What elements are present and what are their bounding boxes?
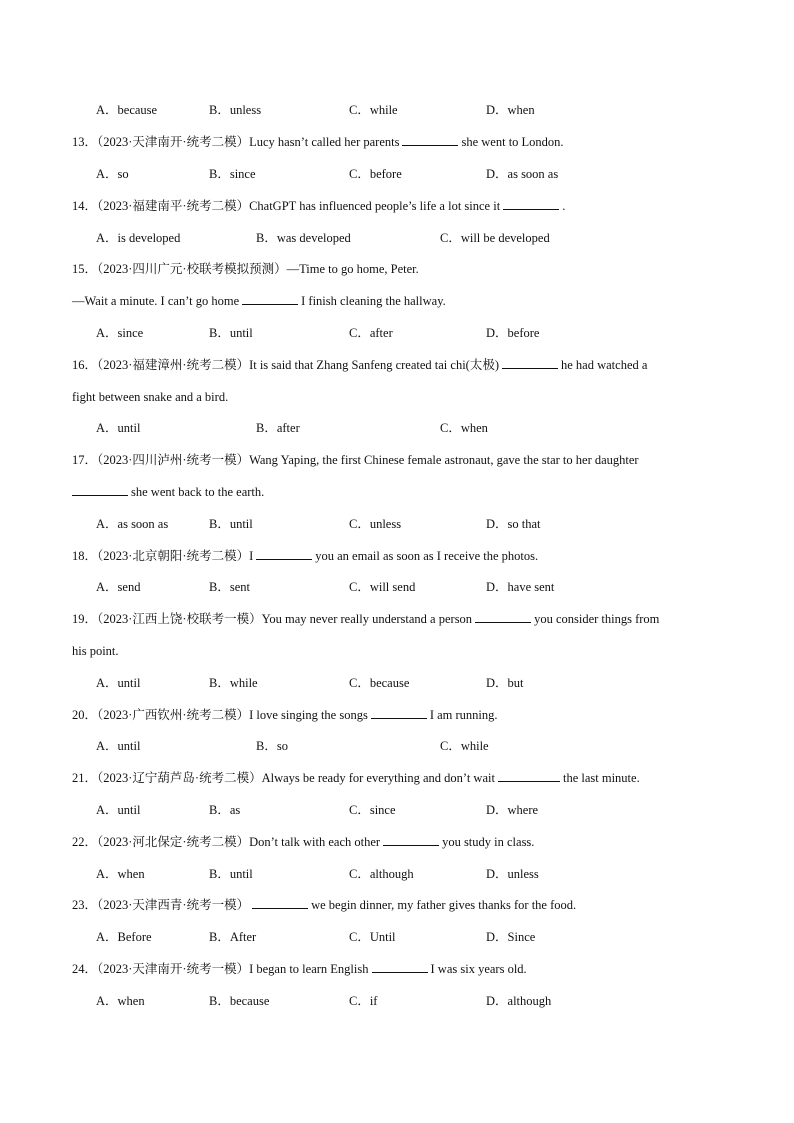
question-stem: [72, 609, 659, 629]
stem-text-after: she went back to the earth.: [131, 485, 265, 499]
option-c: C．before: [349, 167, 402, 181]
question-16: [0, 355, 794, 375]
stem-text-after: you study in class.: [442, 835, 535, 849]
option-a: A．because: [96, 103, 158, 117]
question-14: [0, 196, 794, 216]
stem-text-after: he had watched a: [561, 358, 648, 372]
option-b: B．because: [209, 994, 270, 1008]
option-d: D．Since: [486, 930, 536, 944]
stem-text-after: we begin dinner, my father gives thanks for the food.: [311, 898, 577, 912]
question-18: [0, 546, 794, 566]
stem-text-after: you an email as soon as I receive the photos.: [315, 549, 539, 563]
option-b: B．until: [209, 326, 253, 340]
question-22: [0, 832, 794, 852]
stem-text-after: .: [562, 199, 566, 213]
option-a: A．since: [96, 326, 144, 340]
option-c: C．because: [349, 676, 410, 690]
question-15: [0, 259, 794, 279]
option-c: C．while: [440, 739, 489, 753]
answer-blank: [252, 897, 308, 909]
option-d: D．but: [486, 676, 524, 690]
options-row: [0, 228, 794, 248]
answer-blank: [475, 611, 531, 623]
answer-blank: [242, 293, 298, 305]
question-stem: 17．（2023·四川泸州·统考一模）Wang Yaping, the first Chinese female astronaut, gave the star to her daughter: [72, 453, 639, 467]
question-17-line2: [0, 482, 794, 502]
options-row: [0, 800, 794, 820]
question-stem: [72, 895, 576, 915]
option-b: B．since: [209, 167, 256, 181]
stem-text: 14．（2023·福建南平·统考二模）ChatGPT has influenced people’s life a lot since it: [72, 199, 501, 213]
question-stem: [72, 546, 538, 566]
question-13: [0, 132, 794, 152]
option-d: D．before: [486, 326, 540, 340]
option-c: C．after: [349, 326, 393, 340]
option-b: B．until: [209, 867, 253, 881]
option-c: C．unless: [349, 517, 402, 531]
option-a: A．when: [96, 994, 145, 1008]
options-row: [0, 736, 794, 756]
options-row: [0, 864, 794, 884]
option-c: C．since: [349, 803, 396, 817]
options-row: [0, 164, 794, 184]
question-stem: [72, 291, 446, 311]
question-stem: [72, 355, 647, 375]
answer-blank: [371, 707, 427, 719]
option-c: C．will be developed: [440, 231, 550, 245]
answer-blank: [383, 834, 439, 846]
options-row: [0, 514, 794, 534]
option-d: D．although: [486, 994, 552, 1008]
question-stem: [72, 959, 527, 979]
question-15-line2: [0, 291, 794, 311]
question-stem: fight between snake and a bird.: [72, 390, 229, 404]
question-17: [0, 450, 794, 470]
question-stem: [72, 196, 565, 216]
option-b: B．sent: [209, 580, 250, 594]
options-row: [0, 577, 794, 597]
question-19: [0, 609, 794, 629]
stem-text: 20．（2023·广西钦州·统考二模）I love singing the songs: [72, 708, 368, 722]
option-a: A．until: [96, 739, 141, 753]
stem-text: 16．（2023·福建漳州·统考二模）It is said that Zhang Sanfeng created tai chi(太极): [72, 358, 499, 372]
question-stem: [72, 768, 640, 788]
options-row: [0, 418, 794, 438]
option-a: A．until: [96, 676, 141, 690]
option-b: B．until: [209, 517, 253, 531]
question-21: [0, 768, 794, 788]
options-row: [0, 323, 794, 343]
option-b: B．after: [256, 421, 300, 435]
option-a: A．send: [96, 580, 141, 594]
option-c: C．Until: [349, 930, 396, 944]
option-d: D．as soon as: [486, 167, 559, 181]
answer-blank: [502, 357, 558, 369]
stem-text: 21．（2023·辽宁葫芦岛·统考二模）Always be ready for everything and don’t wait: [72, 771, 495, 785]
option-b: B．so: [256, 739, 288, 753]
question-19-line2: [0, 641, 794, 661]
question-stem: [72, 832, 534, 852]
stem-text-after: I finish cleaning the hallway.: [301, 294, 446, 308]
option-a: A．so: [96, 167, 129, 181]
options-row: [0, 927, 794, 947]
question-stem: [72, 132, 564, 152]
stem-text: 23．（2023·天津西青·统考一模）: [72, 898, 250, 912]
stem-text: 22．（2023·河北保定·统考二模）Don’t talk with each other: [72, 835, 381, 849]
options-row: [0, 100, 794, 120]
stem-text: 13．（2023·天津南开·统考二模）Lucy hasn’t called her parents: [72, 135, 400, 149]
answer-blank: [72, 484, 128, 496]
question-stem: [72, 705, 498, 725]
answer-blank: [372, 961, 428, 973]
option-a: A．Before: [96, 930, 152, 944]
option-a: A．when: [96, 867, 145, 881]
option-d: D．when: [486, 103, 535, 117]
option-c: C．when: [440, 421, 488, 435]
option-d: D．have sent: [486, 580, 555, 594]
question-16-line2: [0, 387, 794, 407]
question-24: [0, 959, 794, 979]
option-b: B．while: [209, 676, 258, 690]
option-c: C．if: [349, 994, 378, 1008]
question-20: [0, 705, 794, 725]
answer-blank: [498, 770, 560, 782]
answer-blank: [503, 198, 559, 210]
stem-text: —Wait a minute. I can’t go home: [72, 294, 240, 308]
option-c: C．while: [349, 103, 398, 117]
stem-text-after: you consider things from: [534, 612, 660, 626]
option-c: C．although: [349, 867, 414, 881]
answer-blank: [256, 548, 312, 560]
option-a: A．until: [96, 421, 141, 435]
stem-text-after: I am running.: [429, 708, 498, 722]
question-stem: [72, 482, 264, 502]
option-a: A．is developed: [96, 231, 181, 245]
stem-text: 19．（2023·江西上饶·校联考一模）You may never really understand a person: [72, 612, 473, 626]
option-a: A．until: [96, 803, 141, 817]
option-d: D．so that: [486, 517, 541, 531]
options-row: [0, 673, 794, 693]
option-d: D．where: [486, 803, 539, 817]
stem-text-after: she went to London.: [461, 135, 564, 149]
option-b: B．unless: [209, 103, 262, 117]
options-row: [0, 991, 794, 1011]
stem-text-after: the last minute.: [562, 771, 640, 785]
question-stem: 15．（2023·四川广元·校联考模拟预测）—Time to go home, Peter.: [72, 262, 419, 276]
option-c: C．will send: [349, 580, 416, 594]
stem-text: 24．（2023·天津南开·统考一模）I began to learn English: [72, 962, 369, 976]
option-b: B．as: [209, 803, 241, 817]
stem-text-after: I was six years old.: [430, 962, 527, 976]
option-b: B．After: [209, 930, 257, 944]
question-stem: his point.: [72, 644, 119, 658]
question-23: [0, 895, 794, 915]
option-d: D．unless: [486, 867, 539, 881]
option-b: B．was developed: [256, 231, 351, 245]
answer-blank: [402, 134, 458, 146]
option-a: A．as soon as: [96, 517, 169, 531]
stem-text: 18．（2023·北京朝阳·统考二模）I: [72, 549, 254, 563]
